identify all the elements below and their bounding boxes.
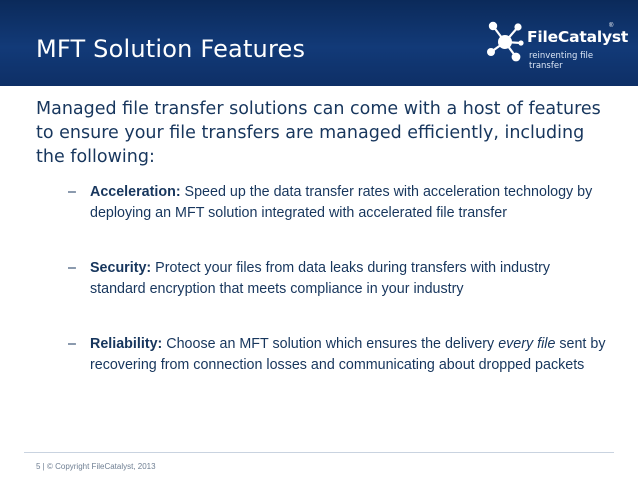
feature-list: [68, 182, 608, 376]
feature-label: Reliability:: [90, 336, 163, 352]
feature-text: Choose an MFT solution which ensures the delivery: [162, 336, 499, 352]
bullet-dash: –: [68, 260, 76, 276]
feature-text: Speed up the data transfer rates with acceleration technology by deploying an MFT solution integrated with accelerated file transfer: [90, 184, 593, 221]
feature-label: Security:: [90, 260, 152, 276]
logo-trademark: ®: [609, 23, 614, 29]
logo-tagline: reinventing file transfer: [529, 51, 594, 71]
feature-security: [68, 258, 608, 300]
feature-text-end: sent by recovering from connection losses and communicating about dropped packets: [90, 336, 606, 373]
slide-title: MFT Solution Features: [36, 35, 306, 63]
intro-paragraph: Managed file transfer solutions can come with a host of features to ensure your file transfers are managed efficiently, including the following:: [36, 99, 601, 167]
filecatalyst-logo: [485, 15, 629, 71]
feature-emphasis: every file: [498, 336, 556, 352]
bullet-dash: –: [68, 184, 76, 200]
footer-divider: [24, 452, 614, 453]
molecule-logo-icon: [485, 18, 525, 66]
feature-acceleration: [68, 182, 608, 224]
slide-header: [0, 0, 638, 86]
bullet-dash: –: [68, 336, 76, 352]
logo-name: FileCatalyst: [527, 28, 629, 46]
feature-reliability: [68, 334, 608, 376]
feature-text: Protect your files from data leaks during transfers with industry standard encryption that meets compliance in your industry: [90, 260, 551, 297]
feature-label: Acceleration:: [90, 184, 181, 200]
slide-footer: 5 | © Copyright FileCatalyst, 2013: [36, 462, 156, 471]
